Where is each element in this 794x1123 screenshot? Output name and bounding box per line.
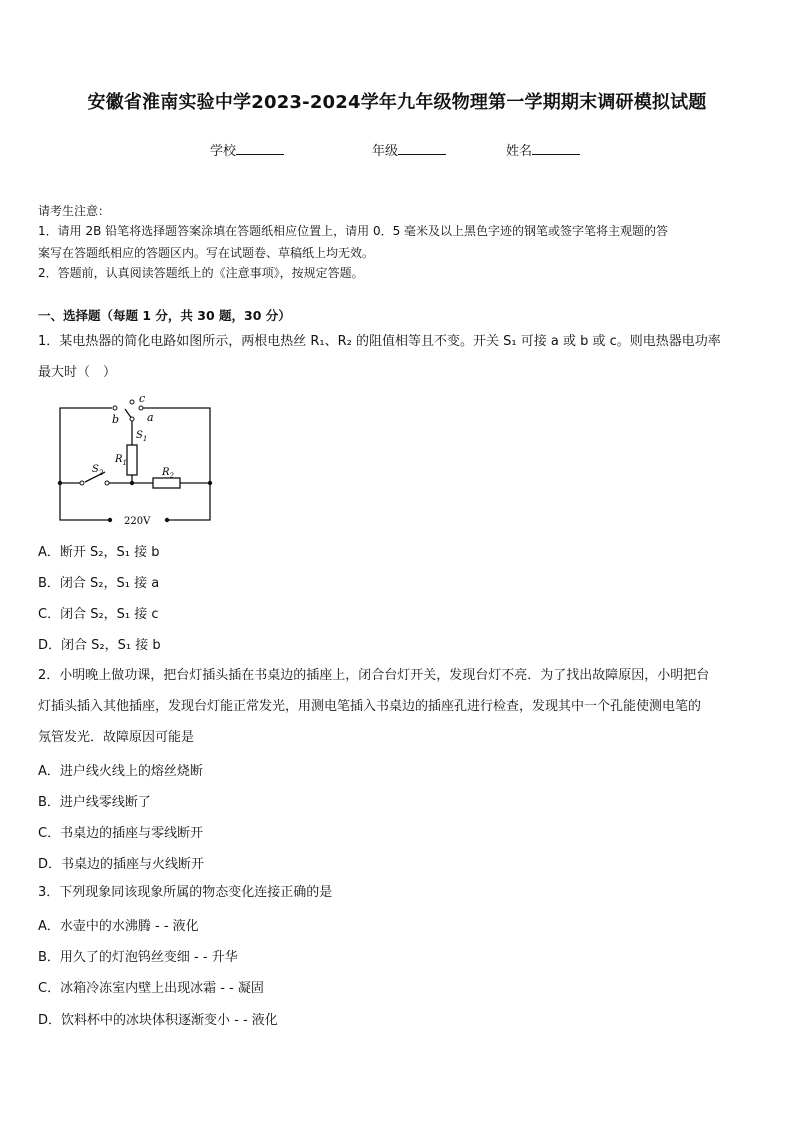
s1-label: $S_1$ xyxy=(136,430,148,443)
grade-blank xyxy=(398,142,446,155)
name-label: 姓名 xyxy=(506,144,533,159)
notice-item1-line2: 案写在答题纸相应的答题区内。写在试题卷、草稿纸上均无效。 xyxy=(38,246,375,260)
q2-line1: 2．小明晚上做功课，把台灯插头插在书桌边的插座上，闭合台灯开关，发现台灯不亮．为了找出故障原因，小明把台 xyxy=(38,668,710,683)
q1-option-a: A．断开 S₂，S₁ 接 b xyxy=(38,545,160,560)
voltage-label: 220V xyxy=(124,516,151,527)
q2-line2: 灯插头插入其他插座，发现台灯能正常发光，用测电笔插入书桌边的插座孔进行检查，发现其中一个孔能使测电笔的 xyxy=(38,699,702,714)
grade-field xyxy=(372,140,446,159)
school-field xyxy=(210,140,284,159)
q1-line2: 最大时（ ） xyxy=(38,365,117,380)
school-blank xyxy=(236,142,284,155)
q3-option-c: C．冰箱冷冻室内壁上出现冰霜 - - 凝固 xyxy=(38,981,264,996)
q1-line1: 1．某电热器的简化电路如图所示，两根电热丝 R₁、R₂ 的阻值相等且不变。开关 S₁ 可接 a 或 b 或 c。则电热器电功率 xyxy=(38,334,721,349)
school-label: 学校 xyxy=(210,144,237,159)
notice-item1-line1: 1．请用 2B 铅笔将选择题答案涂填在答题纸相应位置上，请用 0．5 毫米及以上黑色字迹的钢笔或签字笔将主观题的答 xyxy=(38,224,669,238)
q2-line3: 氖管发光．故障原因可能是 xyxy=(38,730,195,745)
q2-option-c: C．书桌边的插座与零线断开 xyxy=(38,826,204,841)
notice-heading: 请考生注意： xyxy=(38,204,111,218)
r1-label: $R_1$ xyxy=(115,454,127,467)
name-blank xyxy=(532,142,580,155)
terminal-a-label: a xyxy=(147,411,154,424)
q1-option-d: D．闭合 S₂，S₁ 接 b xyxy=(38,638,161,653)
q1-option-b: B．闭合 S₂，S₁ 接 a xyxy=(38,576,160,591)
q2-option-b: B．进户线零线断了 xyxy=(38,795,151,810)
q2-option-d: D．书桌边的插座与火线断开 xyxy=(38,857,205,872)
q3-option-b: B．用久了的灯泡钨丝变细 - - 升华 xyxy=(38,950,238,965)
q3-option-d: D．饮料杯中的冰块体积逐渐变小 - - 液化 xyxy=(38,1013,278,1028)
section-heading: 一、选择题（每题 1 分，共 30 题，30 分） xyxy=(38,308,291,323)
q1-option-c: C．闭合 S₂，S₁ 接 c xyxy=(38,607,159,622)
q3-option-a: A．水壶中的水沸腾 - - 液化 xyxy=(38,919,199,934)
q2-option-a: A．进户线火线上的熔丝烧断 xyxy=(38,764,203,779)
q3-line1: 3．下列现象同该现象所属的物态变化连接正确的是 xyxy=(38,885,333,900)
circuit-diagram xyxy=(50,390,225,530)
terminal-c-label: c xyxy=(139,392,146,405)
page-title: 安徽省淮南实验中学2023-2024学年九年级物理第一学期期末调研模拟试题 xyxy=(87,92,707,113)
r2-label: $R_2$ xyxy=(162,467,174,480)
notice-item2: 2．答题前，认真阅读答题纸上的《注意事项》，按规定答题。 xyxy=(38,266,364,280)
name-field xyxy=(506,140,580,159)
s2-label: $S_2$ xyxy=(92,464,104,477)
grade-label: 年级 xyxy=(372,144,399,159)
terminal-b-label: b xyxy=(112,413,120,426)
